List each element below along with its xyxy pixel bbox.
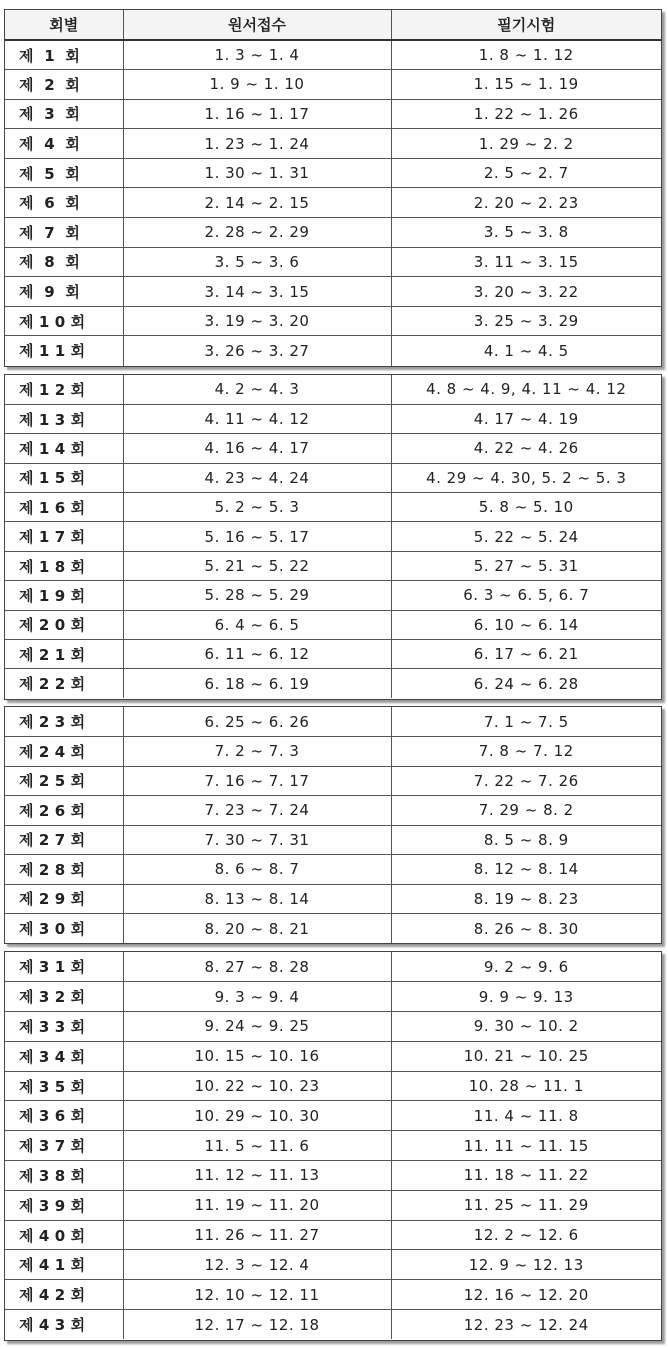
header-round: 회별 xyxy=(5,10,123,40)
round-cell: 제 2 4 회 xyxy=(5,737,123,767)
schedule-row xyxy=(5,796,661,826)
exam-period-cell: 7. 22 ~ 7. 26 xyxy=(391,766,661,796)
application-period-cell: 10. 15 ~ 10. 16 xyxy=(123,1041,391,1071)
round-cell: 제 8 회 xyxy=(5,247,123,277)
exam-period-cell: 8. 26 ~ 8. 30 xyxy=(473,919,579,938)
application-period-cell: 3. 19 ~ 3. 20 xyxy=(123,306,391,336)
exam-period-cell: 1. 22 ~ 1. 26 xyxy=(391,99,661,129)
schedule-row xyxy=(5,40,661,70)
schedule-row xyxy=(5,914,661,944)
header-written-exam: 필기시험 xyxy=(391,10,661,40)
exam-period-cell: 12. 9 ~ 12. 13 xyxy=(391,1250,661,1280)
round-cell: 제 2 회 xyxy=(5,70,123,100)
round-cell: 제 4 3 회 xyxy=(5,1310,123,1340)
exam-period-cell: 5. 22 ~ 5. 24 xyxy=(391,522,661,551)
application-period-cell: 8. 6 ~ 8. 7 xyxy=(123,855,391,885)
application-period-cell: 1. 9 ~ 1. 10 xyxy=(123,70,391,100)
application-period-cell: 7. 2 ~ 7. 3 xyxy=(123,737,391,767)
exam-period-cell: 1. 8 ~ 1. 12 xyxy=(391,40,661,70)
schedule-row xyxy=(5,1012,661,1042)
round-cell: 제 1 2 회 xyxy=(5,375,123,404)
exam-period-cell: 8. 19 ~ 8. 23 xyxy=(391,884,661,914)
schedule-row xyxy=(5,306,661,336)
exam-period-cell: 2. 5 ~ 2. 7 xyxy=(391,158,661,188)
round-cell: 제 1 회 xyxy=(5,40,123,70)
round-cell: 제 4 회 xyxy=(5,129,123,159)
round-cell: 제 1 6 회 xyxy=(5,493,123,522)
header-row xyxy=(5,10,661,40)
schedule-row xyxy=(5,884,661,914)
round-cell: 제 9 회 xyxy=(5,277,123,307)
exam-period-cell: 12. 23 ~ 12. 24 xyxy=(463,1315,589,1334)
schedule-block-1 xyxy=(4,9,662,367)
schedule-row xyxy=(5,522,661,551)
round-cell: 제 7 회 xyxy=(5,218,123,248)
schedule-row xyxy=(5,434,661,463)
application-period-cell: 8. 27 ~ 8. 28 xyxy=(123,952,391,982)
schedule-row xyxy=(5,1041,661,1071)
schedule-table-1 xyxy=(5,10,661,366)
exam-period-cell: 9. 30 ~ 10. 2 xyxy=(391,1012,661,1042)
header-application: 원서접수 xyxy=(123,10,391,40)
application-period-cell: 6. 18 ~ 6. 19 xyxy=(123,669,391,698)
exam-period-cell: 7. 29 ~ 8. 2 xyxy=(391,796,661,826)
exam-period-cell: 9. 2 ~ 9. 6 xyxy=(391,952,661,982)
schedule-row xyxy=(5,640,661,669)
application-period-cell: 5. 28 ~ 5. 29 xyxy=(123,581,391,610)
exam-period-cell: 4. 1 ~ 4. 5 xyxy=(483,341,569,360)
round-cell: 제 1 3 회 xyxy=(5,404,123,433)
round-cell: 제 1 4 회 xyxy=(5,434,123,463)
schedule-block-3 xyxy=(4,706,662,944)
round-cell: 제 4 0 회 xyxy=(5,1220,123,1250)
application-period-cell: 2. 28 ~ 2. 29 xyxy=(123,218,391,248)
schedule-row xyxy=(5,99,661,129)
round-cell: 제 2 2 회 xyxy=(5,669,123,698)
round-cell: 제 4 2 회 xyxy=(5,1280,123,1310)
application-period-cell: 9. 24 ~ 9. 25 xyxy=(123,1012,391,1042)
schedule-row xyxy=(5,581,661,610)
round-cell: 제 1 1 회 xyxy=(5,336,123,366)
application-period-cell: 3. 5 ~ 3. 6 xyxy=(123,247,391,277)
round-cell: 제 3 6 회 xyxy=(5,1101,123,1131)
application-period-cell: 5. 2 ~ 5. 3 xyxy=(123,493,391,522)
application-period-cell: 8. 20 ~ 8. 21 xyxy=(123,914,391,944)
schedule-table-4 xyxy=(5,952,661,1339)
schedule-row xyxy=(5,404,661,433)
exam-period-cell: 10. 28 ~ 11. 1 xyxy=(391,1071,661,1101)
application-period-cell: 11. 19 ~ 11. 20 xyxy=(123,1190,391,1220)
exam-period-cell: 12. 16 ~ 12. 20 xyxy=(391,1280,661,1310)
schedule-block-4 xyxy=(4,951,662,1341)
application-period-cell: 6. 11 ~ 6. 12 xyxy=(123,640,391,669)
schedule-row xyxy=(5,982,661,1012)
exam-period-cell: 3. 25 ~ 3. 29 xyxy=(391,306,661,336)
schedule-row xyxy=(5,1190,661,1220)
application-period-cell: 4. 16 ~ 4. 17 xyxy=(123,434,391,463)
application-period-cell: 1. 3 ~ 1. 4 xyxy=(123,40,391,70)
schedule-row xyxy=(5,247,661,277)
application-period-cell: 11. 26 ~ 11. 27 xyxy=(123,1220,391,1250)
schedule-row xyxy=(5,825,661,855)
application-period-cell: 1. 16 ~ 1. 17 xyxy=(123,99,391,129)
application-period-cell: 12. 3 ~ 12. 4 xyxy=(123,1250,391,1280)
round-cell: 제 1 7 회 xyxy=(5,522,123,551)
round-cell: 제 3 4 회 xyxy=(5,1041,123,1071)
exam-period-cell: 3. 11 ~ 3. 15 xyxy=(391,247,661,277)
schedule-row xyxy=(5,669,661,698)
round-cell: 제 1 9 회 xyxy=(5,581,123,610)
application-period-cell: 3. 26 ~ 3. 27 xyxy=(123,336,391,366)
exam-period-cell: 7. 1 ~ 7. 5 xyxy=(391,707,661,737)
exam-period-cell: 6. 24 ~ 6. 28 xyxy=(473,674,579,693)
schedule-row xyxy=(5,1071,661,1101)
round-cell: 제 1 0 회 xyxy=(5,306,123,336)
application-period-cell: 1. 30 ~ 1. 31 xyxy=(123,158,391,188)
schedule-row xyxy=(5,766,661,796)
schedule-table-2 xyxy=(5,375,661,698)
application-period-cell: 3. 14 ~ 3. 15 xyxy=(123,277,391,307)
exam-period-cell: 5. 8 ~ 5. 10 xyxy=(391,493,661,522)
round-cell: 제 3 2 회 xyxy=(5,982,123,1012)
round-cell: 제 3 0 회 xyxy=(5,914,123,944)
schedule-row xyxy=(5,1131,661,1161)
round-cell: 제 2 1 회 xyxy=(5,640,123,669)
exam-period-cell: 6. 10 ~ 6. 14 xyxy=(391,610,661,639)
schedule-row xyxy=(5,1220,661,1250)
application-period-cell: 4. 2 ~ 4. 3 xyxy=(123,375,391,404)
exam-period-cell: 10. 21 ~ 10. 25 xyxy=(391,1041,661,1071)
application-period-cell: 9. 3 ~ 9. 4 xyxy=(123,982,391,1012)
application-period-cell: 2. 14 ~ 2. 15 xyxy=(123,188,391,218)
exam-period-cell: 12. 2 ~ 12. 6 xyxy=(391,1220,661,1250)
round-cell: 제 4 1 회 xyxy=(5,1250,123,1280)
schedule-row xyxy=(5,610,661,639)
exam-period-cell: 1. 29 ~ 2. 2 xyxy=(391,129,661,159)
schedule-row xyxy=(5,336,661,366)
schedule-row xyxy=(5,493,661,522)
application-period-cell: 4. 23 ~ 4. 24 xyxy=(123,463,391,492)
exam-period-cell: 3. 5 ~ 3. 8 xyxy=(391,218,661,248)
application-period-cell: 11. 12 ~ 11. 13 xyxy=(123,1161,391,1191)
exam-period-cell: 6. 3 ~ 6. 5, 6. 7 xyxy=(391,581,661,610)
round-cell: 제 5 회 xyxy=(5,158,123,188)
application-period-cell: 4. 11 ~ 4. 12 xyxy=(123,404,391,433)
schedule-row xyxy=(5,70,661,100)
exam-period-cell: 11. 25 ~ 11. 29 xyxy=(391,1190,661,1220)
schedule-row xyxy=(5,855,661,885)
schedule-row xyxy=(5,551,661,580)
round-cell: 제 1 5 회 xyxy=(5,463,123,492)
application-period-cell: 7. 16 ~ 7. 17 xyxy=(123,766,391,796)
round-cell: 제 2 5 회 xyxy=(5,766,123,796)
schedule-row xyxy=(5,463,661,492)
round-cell: 제 3 1 회 xyxy=(5,952,123,982)
round-cell: 제 2 9 회 xyxy=(5,884,123,914)
round-cell: 제 2 6 회 xyxy=(5,796,123,826)
exam-period-cell: 3. 20 ~ 3. 22 xyxy=(391,277,661,307)
round-cell: 제 3 5 회 xyxy=(5,1071,123,1101)
schedule-row xyxy=(5,375,661,404)
application-period-cell: 7. 30 ~ 7. 31 xyxy=(123,825,391,855)
schedule-row xyxy=(5,158,661,188)
application-period-cell: 5. 16 ~ 5. 17 xyxy=(123,522,391,551)
round-cell: 제 3 3 회 xyxy=(5,1012,123,1042)
schedule-row xyxy=(5,952,661,982)
application-period-cell: 6. 25 ~ 6. 26 xyxy=(123,707,391,737)
exam-period-cell: 8. 5 ~ 8. 9 xyxy=(391,825,661,855)
application-period-cell: 5. 21 ~ 5. 22 xyxy=(123,551,391,580)
schedule-row xyxy=(5,1161,661,1191)
round-cell: 제 1 8 회 xyxy=(5,551,123,580)
application-period-cell: 12. 17 ~ 12. 18 xyxy=(123,1310,391,1340)
round-cell: 제 3 9 회 xyxy=(5,1190,123,1220)
schedule-row xyxy=(5,1310,661,1340)
round-cell: 제 3 7 회 xyxy=(5,1131,123,1161)
exam-period-cell: 5. 27 ~ 5. 31 xyxy=(391,551,661,580)
round-cell: 제 6 회 xyxy=(5,188,123,218)
application-period-cell: 12. 10 ~ 12. 11 xyxy=(123,1280,391,1310)
exam-period-cell: 4. 29 ~ 4. 30, 5. 2 ~ 5. 3 xyxy=(391,463,661,492)
exam-period-cell: 4. 22 ~ 4. 26 xyxy=(391,434,661,463)
application-period-cell: 7. 23 ~ 7. 24 xyxy=(123,796,391,826)
exam-period-cell: 6. 17 ~ 6. 21 xyxy=(391,640,661,669)
schedule-block-2 xyxy=(4,374,662,700)
schedule-row xyxy=(5,188,661,218)
schedule-row xyxy=(5,707,661,737)
schedule-row xyxy=(5,218,661,248)
round-cell: 제 2 8 회 xyxy=(5,855,123,885)
round-cell: 제 2 0 회 xyxy=(5,610,123,639)
exam-period-cell: 11. 4 ~ 11. 8 xyxy=(391,1101,661,1131)
application-period-cell: 6. 4 ~ 6. 5 xyxy=(123,610,391,639)
schedule-table-3 xyxy=(5,707,661,943)
application-period-cell: 10. 22 ~ 10. 23 xyxy=(123,1071,391,1101)
schedule-row xyxy=(5,1280,661,1310)
exam-period-cell: 9. 9 ~ 9. 13 xyxy=(391,982,661,1012)
exam-period-cell: 4. 17 ~ 4. 19 xyxy=(391,404,661,433)
exam-period-cell: 8. 12 ~ 8. 14 xyxy=(391,855,661,885)
round-cell: 제 3 8 회 xyxy=(5,1161,123,1191)
application-period-cell: 1. 23 ~ 1. 24 xyxy=(123,129,391,159)
exam-period-cell: 1. 15 ~ 1. 19 xyxy=(391,70,661,100)
exam-period-cell: 11. 11 ~ 11. 15 xyxy=(391,1131,661,1161)
application-period-cell: 11. 5 ~ 11. 6 xyxy=(123,1131,391,1161)
schedule-row xyxy=(5,129,661,159)
schedule-row xyxy=(5,1250,661,1280)
schedule-row xyxy=(5,1101,661,1131)
round-cell: 제 2 3 회 xyxy=(5,707,123,737)
schedule-row xyxy=(5,737,661,767)
application-period-cell: 8. 13 ~ 8. 14 xyxy=(123,884,391,914)
round-cell: 제 3 회 xyxy=(5,99,123,129)
round-cell: 제 2 7 회 xyxy=(5,825,123,855)
exam-period-cell: 2. 20 ~ 2. 23 xyxy=(391,188,661,218)
exam-period-cell: 7. 8 ~ 7. 12 xyxy=(391,737,661,767)
exam-period-cell: 11. 18 ~ 11. 22 xyxy=(391,1161,661,1191)
application-period-cell: 10. 29 ~ 10. 30 xyxy=(123,1101,391,1131)
schedule-row xyxy=(5,277,661,307)
exam-period-cell: 4. 8 ~ 4. 9, 4. 11 ~ 4. 12 xyxy=(391,375,661,404)
